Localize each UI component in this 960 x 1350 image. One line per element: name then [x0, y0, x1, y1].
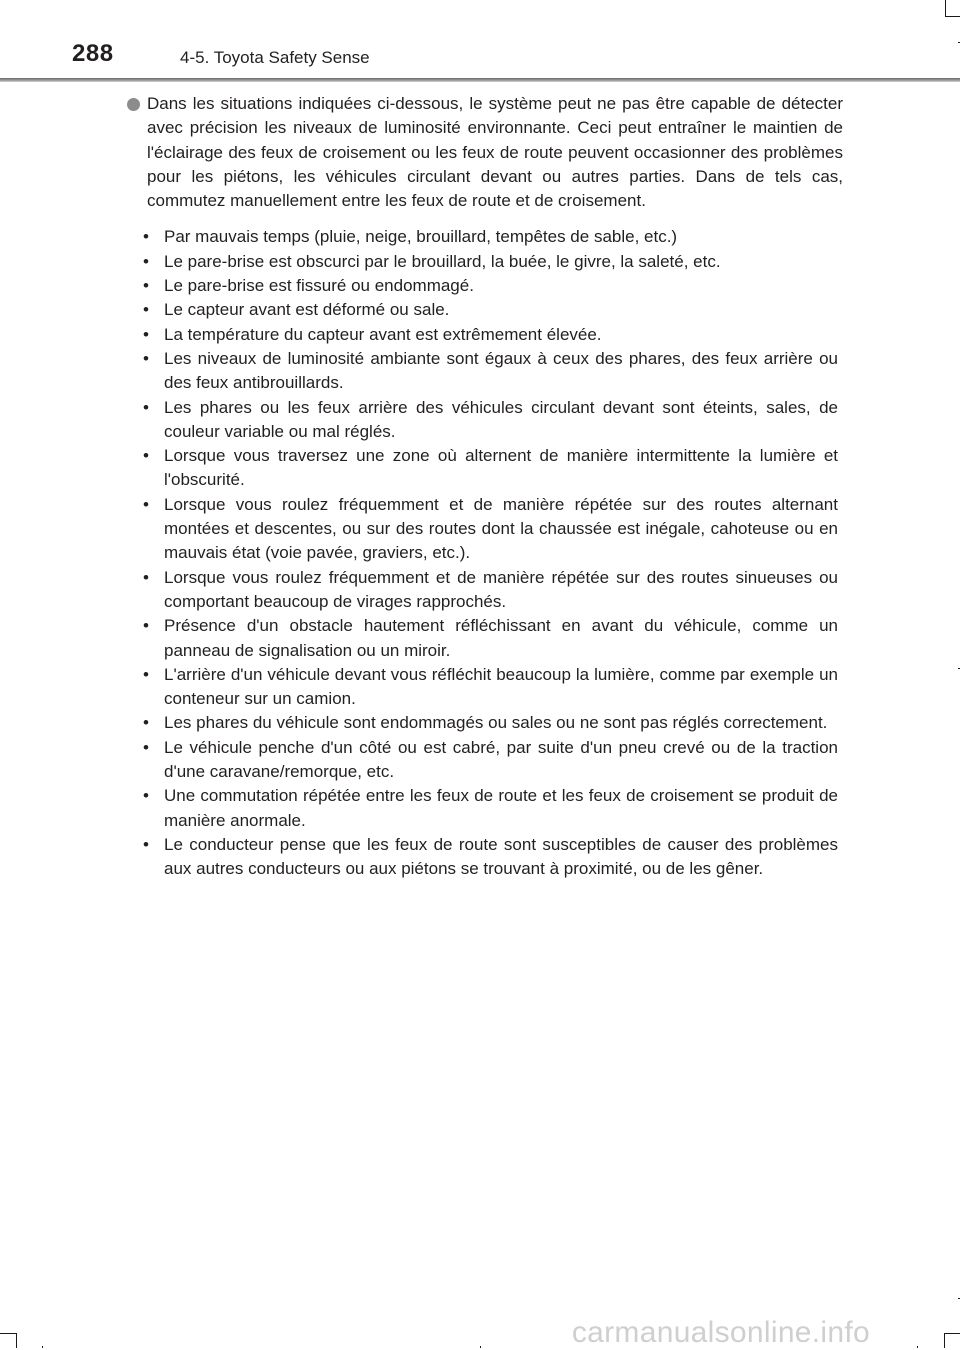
condition-item [127, 250, 838, 274]
condition-text: Le conducteur pense que les feux de route sont susceptibles de causer des problèmes aux autres conducteurs ou aux piétons se trouvant à proximité, ou de les gêner. [164, 834, 838, 879]
bullet-dot-icon: • [143, 251, 149, 271]
condition-item [127, 736, 838, 785]
crop-mark [945, 16, 960, 17]
condition-text: Lorsque vous traversez une zone où alternent de manière intermittente la lumière et l'obscurité. [164, 446, 838, 490]
bullet-dot-icon: • [143, 786, 149, 806]
bullet-dot-icon: • [143, 494, 149, 514]
bullet-dot-icon: • [143, 276, 149, 296]
condition-text: Présence d'un obstacle hautement réfléchissant en avant du véhicule, comme un panneau de signalisation ou un miroir. [164, 616, 838, 660]
condition-item [127, 614, 838, 663]
condition-item [127, 298, 838, 322]
condition-text: Les niveaux de luminosité ambiante sont égaux à ceux des phares, des feux arrière ou des feux antibrouillards. [164, 348, 838, 393]
condition-text: L'arrière d'un véhicule devant vous réfléchit beaucoup la lumière, comme par exemple un conteneur sur un camion. [164, 664, 838, 709]
bullet-dot-icon: • [143, 737, 149, 757]
condition-text: Le capteur avant est déformé ou sale. [164, 300, 450, 320]
condition-item [127, 784, 838, 833]
bullet-dot-icon: • [143, 397, 149, 417]
condition-text: La température du capteur avant est extrêmement élevée. [164, 324, 602, 344]
bullet-dot-icon: • [143, 616, 149, 636]
bullet-dot-icon: • [143, 324, 149, 344]
intro-text: Dans les situations indiquées ci-dessous, le système peut ne pas être capable de détecter avec précision les niveaux de luminosité environnante. Ceci peut entraîner le maintien de l'éclairage des feux de croisement ou les feux de route peuvent occasionner des problèmes pour les piétons, les véhicules circulant devant ou autres parties. Dans de tels cas, commutez manuellement entre les feux de route et de croisement. [147, 94, 843, 211]
condition-text: Le véhicule penche d'un côté ou est cabré, par suite d'un pneu crevé ou de la traction d'une caravane/remorque, etc. [164, 737, 838, 782]
condition-item [127, 493, 838, 566]
condition-item [127, 225, 838, 249]
condition-text: Lorsque vous roulez fréquemment et de manière répétée sur des routes sinueuses ou comportant beaucoup de virages rapprochés. [164, 567, 838, 611]
condition-text: Les phares ou les feux arrière des véhicules circulant devant sont éteints, sales, de couleur variable ou mal réglés. [164, 397, 838, 441]
bullet-dot-icon: • [143, 834, 149, 854]
crop-mark [945, 0, 946, 16]
condition-text: Par mauvais temps (pluie, neige, brouillard, tempêtes de sable, etc.) [164, 227, 678, 247]
condition-item [127, 566, 838, 615]
condition-text: Une commutation répétée entre les feux de route et les feux de croisement se produit de manière anormale. [164, 786, 838, 830]
crop-mark [16, 1333, 17, 1348]
bullet-dot-icon: • [143, 227, 149, 247]
condition-item [127, 444, 838, 493]
crop-mark [0, 1333, 16, 1334]
bullet-dot-icon: • [143, 348, 149, 368]
bullet-dot-icon: • [143, 713, 149, 733]
main-content [127, 92, 843, 882]
condition-item [127, 396, 838, 445]
condition-item [127, 347, 838, 396]
section-title: 4-5. Toyota Safety Sense [180, 48, 370, 67]
condition-text: Le pare-brise est fissuré ou endommagé. [164, 276, 474, 296]
crop-mark [944, 1333, 960, 1334]
round-bullet-icon [127, 98, 140, 111]
page-header [0, 0, 960, 82]
watermark: carmanualsonline.info [571, 1316, 870, 1349]
bullet-dot-icon: • [143, 300, 149, 320]
header-rule [0, 78, 960, 82]
condition-item [127, 663, 838, 712]
condition-text: Le pare-brise est obscurci par le brouillard, la buée, le givre, la saleté, etc. [164, 251, 721, 271]
conditions-list [127, 225, 838, 881]
condition-item [127, 711, 838, 735]
condition-item [127, 833, 838, 882]
crop-mark [944, 1333, 945, 1348]
intro-paragraph [127, 92, 843, 213]
bullet-dot-icon: • [143, 664, 149, 684]
bullet-dot-icon: • [143, 567, 149, 587]
page-number: 288 [72, 40, 114, 67]
bullet-dot-icon: • [143, 446, 149, 466]
condition-text: Les phares du véhicule sont endommagés ou sales ou ne sont pas réglés correctement. [164, 713, 828, 733]
condition-item [127, 323, 838, 347]
condition-text: Lorsque vous roulez fréquemment et de manière répétée sur des routes alternant montées et descentes, ou sur des routes dont la chaussée est inégale, cahoteuse ou en mauvais état (voie pavée, graviers, etc.). [164, 494, 838, 563]
condition-item [127, 274, 838, 298]
